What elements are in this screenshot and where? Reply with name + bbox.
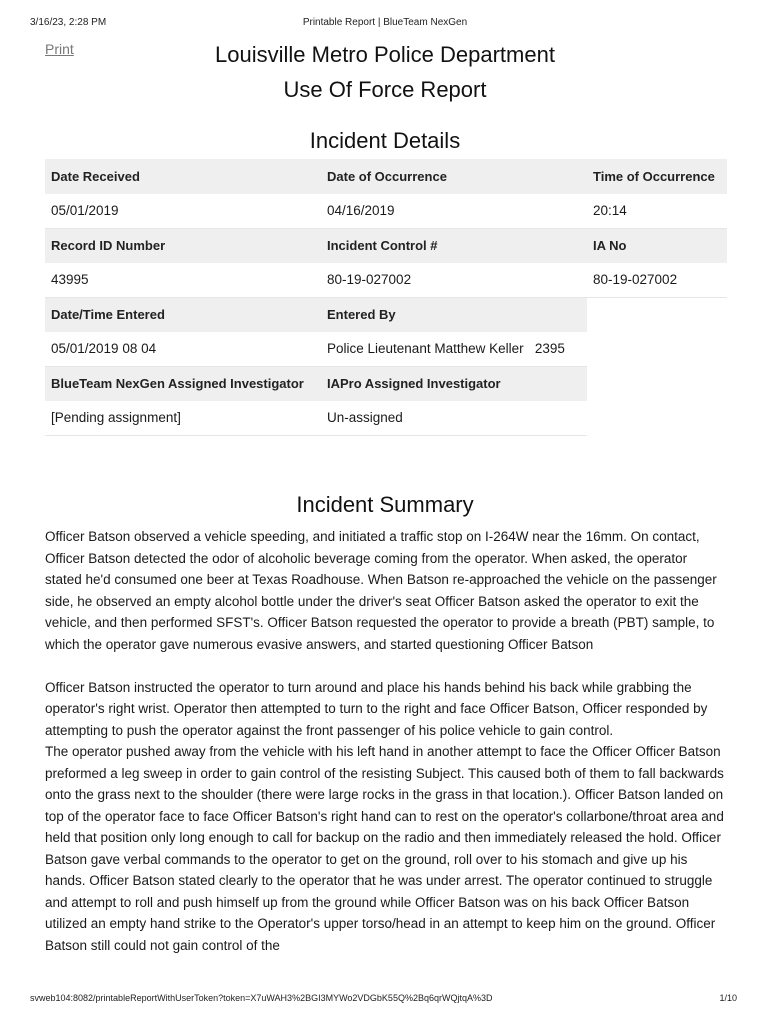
- incident-summary-heading: Incident Summary: [296, 492, 474, 517]
- incident-summary-body: [45, 526, 727, 956]
- empty-cell: [587, 401, 727, 436]
- iapro-investigator-value: Un-assigned: [321, 401, 587, 436]
- record-id-value: 43995: [45, 263, 321, 298]
- time-of-occurrence-value: 20:14: [587, 194, 727, 229]
- ia-no-value: 80-19-027002: [587, 263, 727, 298]
- empty-cell: [587, 297, 727, 332]
- incident-control-value: 80-19-027002: [321, 263, 587, 298]
- print-datetime: 3/16/23, 2:28 PM: [30, 17, 107, 28]
- blueteam-investigator-label: BlueTeam NexGen Assigned Investigator: [45, 366, 321, 401]
- table-value-row: [45, 194, 727, 229]
- department-name: Louisville Metro Police Department: [215, 42, 555, 67]
- table-label-row: [45, 366, 727, 401]
- incident-details-heading: Incident Details: [309, 128, 461, 153]
- incident-details-table: [45, 159, 727, 436]
- summary-paragraph: [45, 677, 727, 957]
- empty-cell: [587, 366, 727, 401]
- record-id-label: Record ID Number: [45, 228, 321, 263]
- empty-cell: [587, 332, 727, 367]
- table-label-row: [45, 228, 727, 263]
- entered-value: 05/01/2019 08 04: [45, 332, 321, 367]
- report-title: [0, 37, 770, 107]
- iapro-investigator-label: IAPro Assigned Investigator: [321, 366, 587, 401]
- entered-label: Date/Time Entered: [45, 297, 321, 332]
- entered-by-label: Entered By: [321, 297, 587, 332]
- summary-text: The operator pushed away from the vehicle with his left hand in another attempt to face the Officer Officer Batson preformed a leg sweep in order to gain control of the resisting Subject. This caused both of them to fall backwards onto the grass next to the shoulder (there were large rocks in the grass in that location.). Officer Batson landed on top of the operator face to face Officer Batson's right hand can to rest on the operator's collarbone/throat area and held that position only long enough to call for backup on the radio and then immediately released the hold. Officer Batson gave verbal commands to the operator to get on the ground, roll over to his stomach and give up his hands. Officer Batson stated clearly to the operator that he was under arrest. The operator continued to struggle and attempt to roll and push himself up from the ground while Officer Batson was on his back Officer Batson utilized an empty hand strike to the Operator's upper torso/head in an attempt to keep him on the ground. Officer Batson still could not gain control of the: [45, 744, 724, 953]
- entered-by-value: Police Lieutenant Matthew Keller 2395: [321, 332, 587, 367]
- table-label-row: [45, 297, 727, 332]
- incident-control-label: Incident Control #: [321, 228, 587, 263]
- footer-url: svweb104:8082/printableReportWithUserToken?token=X7uWAH3%2BGI3MYWo2VDGbK55Q%2Bq6qrWQjtqA%3D: [30, 993, 493, 1003]
- table-value-row: [45, 332, 727, 367]
- report-type: Use Of Force Report: [283, 77, 487, 102]
- table-label-row: [45, 159, 727, 194]
- summary-paragraph: Officer Batson observed a vehicle speeding, and initiated a traffic stop on I-264W near the 16mm. On contact, Officer Batson detected the odor of alcoholic beverage coming from the operator. When asked, the operator stated he'd consumed one beer at Texas Roadhouse. When Batson re-approached the vehicle on the passenger side, he observed an empty alcohol bottle under the driver's seat Officer Batson asked the operator to exit the vehicle, and then performed SFST's. Officer Batson requested the operator to provide a breath (PBT) sample, to which the operator gave numerous evasive answers, and started questioning Officer Batson: [45, 529, 717, 652]
- table-value-row: [45, 263, 727, 298]
- date-of-occurrence-value: 04/16/2019: [321, 194, 587, 229]
- time-of-occurrence-label: Time of Occurrence: [587, 159, 727, 194]
- date-received-label: Date Received: [45, 159, 321, 194]
- print-page-title: Printable Report | BlueTeam NexGen: [302, 17, 468, 28]
- ia-no-label: IA No: [587, 228, 727, 263]
- table-value-row: [45, 401, 727, 436]
- footer-page-number: 1/10: [719, 993, 737, 1003]
- date-of-occurrence-label: Date of Occurrence: [321, 159, 587, 194]
- print-link[interactable]: Print: [45, 41, 74, 57]
- summary-text: Officer Batson instructed the operator to turn around and place his hands behind his back while grabbing the operator's right wrist. Operator then attempted to turn to the right and face Officer Batson, Officer responded by attempting to push the operator against the front passenger of his police vehicle to gain control.: [45, 679, 708, 738]
- blueteam-investigator-value: [Pending assignment]: [45, 401, 321, 436]
- date-received-value: 05/01/2019: [45, 194, 321, 229]
